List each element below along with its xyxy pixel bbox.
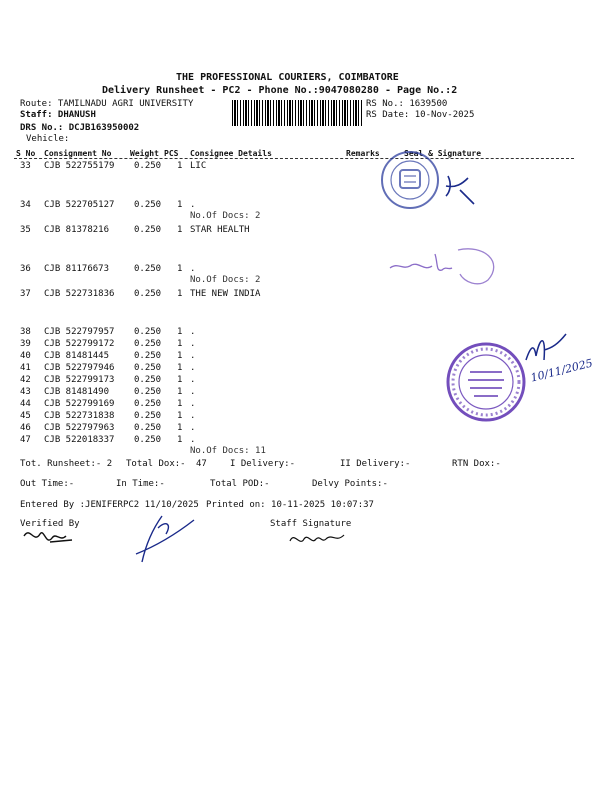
row-sno: 40 xyxy=(20,351,31,361)
row-sno: 36 xyxy=(20,264,31,274)
total-pod: Total POD:- xyxy=(210,479,270,489)
row-sno: 44 xyxy=(20,399,31,409)
row-consignee-details: . xyxy=(190,399,196,409)
delvy-points: Delvy Points:- xyxy=(312,479,388,489)
row-consignment: CJB 522799173 xyxy=(44,375,115,385)
runsheet-subtitle: Delivery Runsheet - PC2 - Phone No.:9047080280 - Page No.:2 xyxy=(102,85,458,96)
row-sno: 35 xyxy=(20,225,31,235)
row-pcs: 1 xyxy=(177,327,183,337)
row-pcs: 1 xyxy=(177,264,183,274)
row-pcs: 1 xyxy=(177,339,183,349)
row-consignment: CJB 81481490 xyxy=(44,387,110,397)
i-delivery: I Delivery:- xyxy=(230,459,296,469)
row-pcs: 1 xyxy=(177,387,183,397)
new-india-stamp xyxy=(444,340,528,424)
in-time: In Time:- xyxy=(116,479,165,489)
row-pcs: 1 xyxy=(177,399,183,409)
row-sno: 42 xyxy=(20,375,31,385)
row-weight: 0.250 xyxy=(134,225,162,235)
row-consignment: CJB 522797963 xyxy=(44,423,115,433)
row-sno: 39 xyxy=(20,339,31,349)
handwritten-date: 10/11/2025 xyxy=(529,356,595,385)
ii-delivery: II Delivery:- xyxy=(340,459,411,469)
row-pcs: 1 xyxy=(177,351,183,361)
barcode xyxy=(232,100,362,126)
row-pcs: 1 xyxy=(177,225,183,235)
row-consignee-details: . xyxy=(190,387,196,397)
row-weight: 0.250 xyxy=(134,363,162,373)
out-time: Out Time:- xyxy=(20,479,75,489)
total-dox-label: Total Dox:- xyxy=(126,459,186,469)
col-remarks: Remarks xyxy=(346,149,380,158)
staff-signature-label: Staff Signature xyxy=(270,519,352,529)
row-consignee-details: . xyxy=(190,327,196,337)
rs-number: RS No.: 1639500 xyxy=(366,99,448,109)
row-sno: 37 xyxy=(20,289,31,299)
row-consignee-details: THE NEW INDIA xyxy=(190,289,261,299)
row-sno: 43 xyxy=(20,387,31,397)
row-consignee-details: . xyxy=(190,363,196,373)
row-consignment: CJB 522755179 xyxy=(44,161,115,171)
header-divider xyxy=(14,158,574,159)
row-consignment: CJB 81378216 xyxy=(44,225,110,235)
row-pcs: 1 xyxy=(177,411,183,421)
row-consignee-details: LIC xyxy=(190,161,207,171)
row-consignment: CJB 522705127 xyxy=(44,200,115,210)
row-pcs: 1 xyxy=(177,435,183,445)
row-weight: 0.250 xyxy=(134,327,162,337)
company-title: THE PROFESSIONAL COURIERS, COIMBATORE xyxy=(176,72,399,83)
row-consignee-details: . xyxy=(190,411,196,421)
row-sno: 47 xyxy=(20,435,31,445)
col-seal-signature: Seal & Signature xyxy=(404,149,482,158)
row-consignment: CJB 522797946 xyxy=(44,363,115,373)
row-consignee-details: . xyxy=(190,339,196,349)
col-weight: Weight xyxy=(130,149,159,158)
row-consignment: CJB 522799172 xyxy=(44,339,115,349)
verified-signature xyxy=(20,522,90,552)
row-weight: 0.250 xyxy=(134,423,162,433)
row-consignment: CJB 522731838 xyxy=(44,411,115,421)
row-consignee-details: STAR HEALTH xyxy=(190,225,250,235)
row-pcs: 1 xyxy=(177,423,183,433)
row-consignment: CJB 522797957 xyxy=(44,327,115,337)
rs-date: RS Date: 10-Nov-2025 xyxy=(366,110,475,120)
row-consignee-details: . xyxy=(190,375,196,385)
staff-signature xyxy=(286,527,350,551)
star-health-stamp xyxy=(380,240,510,290)
row-weight: 0.250 xyxy=(134,264,162,274)
drs-number: DRS No.: DCJB163950002 xyxy=(20,123,140,133)
row-weight: 0.250 xyxy=(134,339,162,349)
row-sno: 46 xyxy=(20,423,31,433)
col-sno: S No xyxy=(16,149,36,158)
col-consignment: Consignment No xyxy=(44,149,112,158)
row-weight: 0.250 xyxy=(134,351,162,361)
staff-label: Staff: DHANUSH xyxy=(20,110,96,120)
total-dox-value: 47 xyxy=(196,459,207,469)
row-pcs: 1 xyxy=(177,363,183,373)
row-weight: 0.250 xyxy=(134,411,162,421)
verified-by: Verified By xyxy=(20,519,80,529)
row-weight: 0.250 xyxy=(134,289,162,299)
tot-runsheet: Tot. Runsheet:- 2 xyxy=(20,459,113,469)
row-docs-count: No.Of Docs: 2 xyxy=(190,211,261,221)
row-pcs: 1 xyxy=(177,200,183,210)
row-consignment: CJB 522799169 xyxy=(44,399,115,409)
col-pcs: PCS xyxy=(164,149,179,158)
row-consignment: CJB 81481445 xyxy=(44,351,110,361)
route-label: Route: TAMILNADU AGRI UNIVERSITY xyxy=(20,99,194,109)
signature-lic xyxy=(440,170,480,210)
row-pcs: 1 xyxy=(177,161,183,171)
row-sno: 38 xyxy=(20,327,31,337)
row-consignment: CJB 81176673 xyxy=(44,264,110,274)
row-consignee-details: . xyxy=(190,200,196,210)
row-consignee-details: . xyxy=(190,423,196,433)
vehicle-label: Vehicle: xyxy=(26,134,70,144)
row-consignee-details: . xyxy=(190,351,196,361)
row-sno: 34 xyxy=(20,200,31,210)
entered-by: Entered By :JENIFERPC2 11/10/2025 xyxy=(20,500,199,510)
row-weight: 0.250 xyxy=(134,375,162,385)
row-consignment: CJB 522731836 xyxy=(44,289,115,299)
row-weight: 0.250 xyxy=(134,200,162,210)
row-weight: 0.250 xyxy=(134,399,162,409)
row-docs-count: No.Of Docs: 11 xyxy=(190,446,266,456)
row-consignee-details: . xyxy=(190,264,196,274)
row-sno: 33 xyxy=(20,161,31,171)
row-consignee-details: . xyxy=(190,435,196,445)
row-pcs: 1 xyxy=(177,289,183,299)
row-weight: 0.250 xyxy=(134,435,162,445)
row-weight: 0.250 xyxy=(134,161,162,171)
rtn-dox: RTN Dox:- xyxy=(452,459,501,469)
supervisor-signature xyxy=(132,510,202,570)
row-weight: 0.250 xyxy=(134,387,162,397)
row-docs-count: No.Of Docs: 2 xyxy=(190,275,261,285)
printed-on: Printed on: 10-11-2025 10:07:37 xyxy=(206,500,374,510)
row-sno: 41 xyxy=(20,363,31,373)
row-consignment: CJB 522018337 xyxy=(44,435,115,445)
col-consignee: Consignee Details xyxy=(190,149,272,158)
row-sno: 45 xyxy=(20,411,31,421)
row-pcs: 1 xyxy=(177,375,183,385)
